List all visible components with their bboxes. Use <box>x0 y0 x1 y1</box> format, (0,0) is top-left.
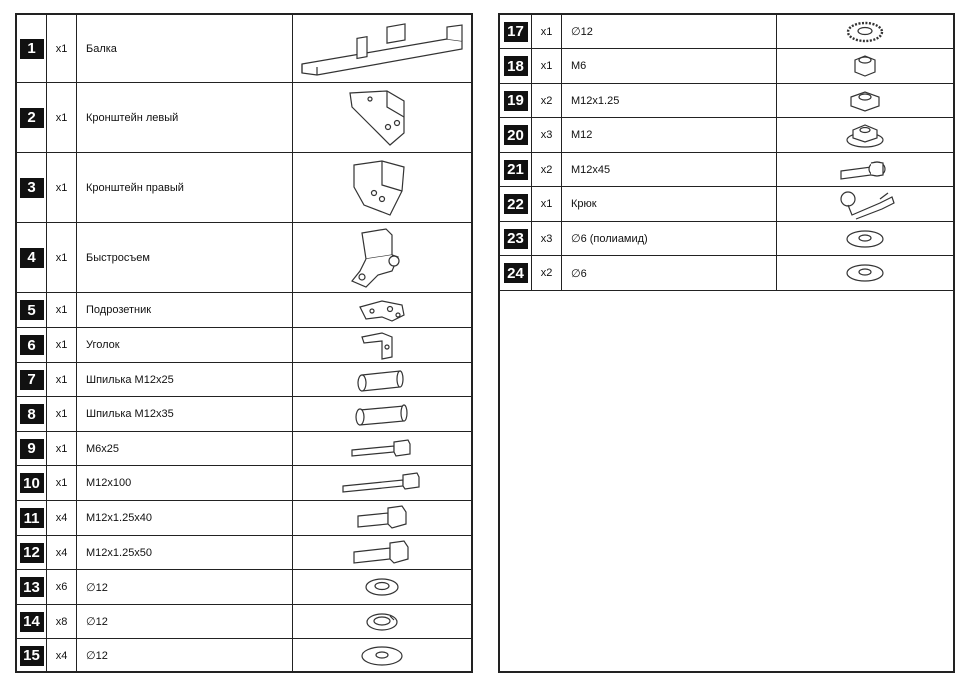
part-number-badge: 14 <box>20 612 44 632</box>
part-quantity: x1 <box>47 363 77 396</box>
part-name: Подрозетник <box>77 293 293 327</box>
part-quantity: x1 <box>47 293 77 327</box>
part-name: Шпилька М12х25 <box>77 363 293 396</box>
parts-row <box>500 84 953 118</box>
part-name: Крюк <box>562 187 777 221</box>
parts-row <box>500 49 953 84</box>
parts-row <box>17 363 471 397</box>
part-name: ∅12 <box>562 15 777 48</box>
part-number-badge: 8 <box>20 404 44 424</box>
spring-washer-icon <box>293 605 471 638</box>
part-number-badge: 9 <box>20 439 44 459</box>
part-name: ∅6 <box>562 256 777 290</box>
part-name: Балка <box>77 15 293 82</box>
part-quantity: x4 <box>47 501 77 535</box>
part-number-cell <box>17 536 47 569</box>
part-name: Быстросъем <box>77 223 293 292</box>
parts-row <box>17 432 471 466</box>
washer-icon <box>293 570 471 604</box>
part-number-cell <box>500 153 532 186</box>
part-number-cell <box>17 605 47 638</box>
part-number-cell <box>17 501 47 535</box>
part-quantity: x1 <box>47 153 77 222</box>
part-number-cell <box>17 397 47 431</box>
stud-long-icon <box>293 397 471 431</box>
parts-row <box>17 501 471 536</box>
part-number-badge: 18 <box>504 56 528 76</box>
part-number-cell <box>17 639 47 672</box>
part-number-badge: 13 <box>20 577 44 597</box>
parts-row <box>17 397 471 432</box>
part-number-badge: 15 <box>20 646 44 666</box>
part-number-cell <box>17 153 47 222</box>
flat-washer-icon <box>777 256 953 290</box>
part-name: М12х1.25х40 <box>77 501 293 535</box>
beam-icon <box>293 15 471 82</box>
part-number-badge: 23 <box>504 229 528 249</box>
bolt-hex-long-icon <box>293 536 471 569</box>
parts-row <box>500 153 953 187</box>
part-number-badge: 22 <box>504 194 528 214</box>
part-number-badge: 11 <box>20 508 44 528</box>
part-quantity: x2 <box>532 84 562 117</box>
bolt-hex-icon <box>293 501 471 535</box>
part-number-badge: 6 <box>20 335 44 355</box>
part-quantity: x3 <box>532 118 562 152</box>
part-name: Кронштейн левый <box>77 83 293 152</box>
parts-row <box>500 256 953 291</box>
hex-nut-icon <box>777 84 953 117</box>
part-name: ∅6 (полиамид) <box>562 222 777 255</box>
wide-washer-icon <box>293 639 471 672</box>
parts-row <box>17 570 471 605</box>
part-name: Кронштейн правый <box>77 153 293 222</box>
part-quantity: x3 <box>532 222 562 255</box>
part-quantity: x1 <box>532 15 562 48</box>
part-quantity: x1 <box>47 15 77 82</box>
part-number-cell <box>500 49 532 83</box>
part-quantity: x1 <box>47 83 77 152</box>
tow-ball-icon <box>777 187 953 221</box>
bracket-left-icon <box>293 83 471 152</box>
socket-bolt-icon <box>777 153 953 186</box>
bracket-right-icon <box>293 153 471 222</box>
parts-row <box>500 118 953 153</box>
parts-row <box>17 328 471 363</box>
part-quantity: x1 <box>47 432 77 465</box>
part-number-badge: 21 <box>504 160 528 180</box>
part-name: М12 <box>562 118 777 152</box>
part-name: ∅12 <box>77 570 293 604</box>
part-quantity: x8 <box>47 605 77 638</box>
part-name: М12х1.25 <box>562 84 777 117</box>
parts-row <box>500 15 953 49</box>
part-name: М12х45 <box>562 153 777 186</box>
part-number-cell <box>17 293 47 327</box>
part-name: М12х1.25х50 <box>77 536 293 569</box>
part-number-badge: 12 <box>20 543 44 563</box>
part-number-badge: 7 <box>20 370 44 390</box>
part-number-badge: 20 <box>504 125 528 145</box>
part-number-badge: 17 <box>504 22 528 42</box>
part-number-cell <box>17 328 47 362</box>
part-name: ∅12 <box>77 605 293 638</box>
part-quantity: x1 <box>532 49 562 83</box>
parts-row <box>17 639 471 673</box>
parts-row <box>17 15 471 83</box>
flange-nut-icon <box>777 118 953 152</box>
parts-row <box>500 187 953 222</box>
part-number-cell <box>500 15 532 48</box>
part-quantity: x6 <box>47 570 77 604</box>
part-quantity: x4 <box>47 639 77 672</box>
part-number-cell <box>500 222 532 255</box>
part-number-cell <box>17 432 47 465</box>
part-quantity: x1 <box>47 466 77 500</box>
part-number-cell <box>500 187 532 221</box>
part-name: ∅12 <box>77 639 293 672</box>
parts-row <box>17 153 471 223</box>
part-number-cell <box>17 15 47 82</box>
parts-row <box>17 466 471 501</box>
part-number-cell <box>500 84 532 117</box>
part-number-cell <box>17 83 47 152</box>
part-number-cell <box>17 570 47 604</box>
part-number-cell <box>17 466 47 500</box>
part-number-cell <box>500 118 532 152</box>
lock-nut-icon <box>777 49 953 83</box>
part-name: М12х100 <box>77 466 293 500</box>
part-name: Уголок <box>77 328 293 362</box>
part-number-badge: 2 <box>20 108 44 128</box>
parts-row <box>17 223 471 293</box>
part-quantity: x2 <box>532 153 562 186</box>
part-name: Шпилька М12х35 <box>77 397 293 431</box>
part-number-badge: 19 <box>504 91 528 111</box>
parts-row <box>17 293 471 328</box>
quick-release-icon <box>293 223 471 292</box>
part-number-badge: 3 <box>20 178 44 198</box>
part-quantity: x1 <box>532 187 562 221</box>
part-number-cell <box>500 256 532 290</box>
part-quantity: x2 <box>532 256 562 290</box>
parts-row <box>500 222 953 256</box>
part-quantity: x1 <box>47 397 77 431</box>
part-number-badge: 24 <box>504 263 528 283</box>
part-number-cell <box>17 363 47 396</box>
part-number-badge: 1 <box>20 39 44 59</box>
part-number-badge: 10 <box>20 473 44 493</box>
bolt-long-icon <box>293 466 471 500</box>
parts-table-right <box>498 13 955 673</box>
part-quantity: x1 <box>47 223 77 292</box>
angle-bracket-icon <box>293 328 471 362</box>
part-number-badge: 4 <box>20 248 44 268</box>
parts-row <box>17 536 471 570</box>
part-number-badge: 5 <box>20 300 44 320</box>
parts-table-left <box>15 13 473 673</box>
stud-short-icon <box>293 363 471 396</box>
part-quantity: x4 <box>47 536 77 569</box>
part-name: М6 <box>562 49 777 83</box>
bolt-icon <box>293 432 471 465</box>
toothed-washer-icon <box>777 15 953 48</box>
parts-row <box>17 605 471 639</box>
part-name: М6х25 <box>77 432 293 465</box>
nylon-washer-icon <box>777 222 953 255</box>
part-quantity: x1 <box>47 328 77 362</box>
parts-row <box>17 83 471 153</box>
part-number-cell <box>17 223 47 292</box>
socket-plate-icon <box>293 293 471 327</box>
